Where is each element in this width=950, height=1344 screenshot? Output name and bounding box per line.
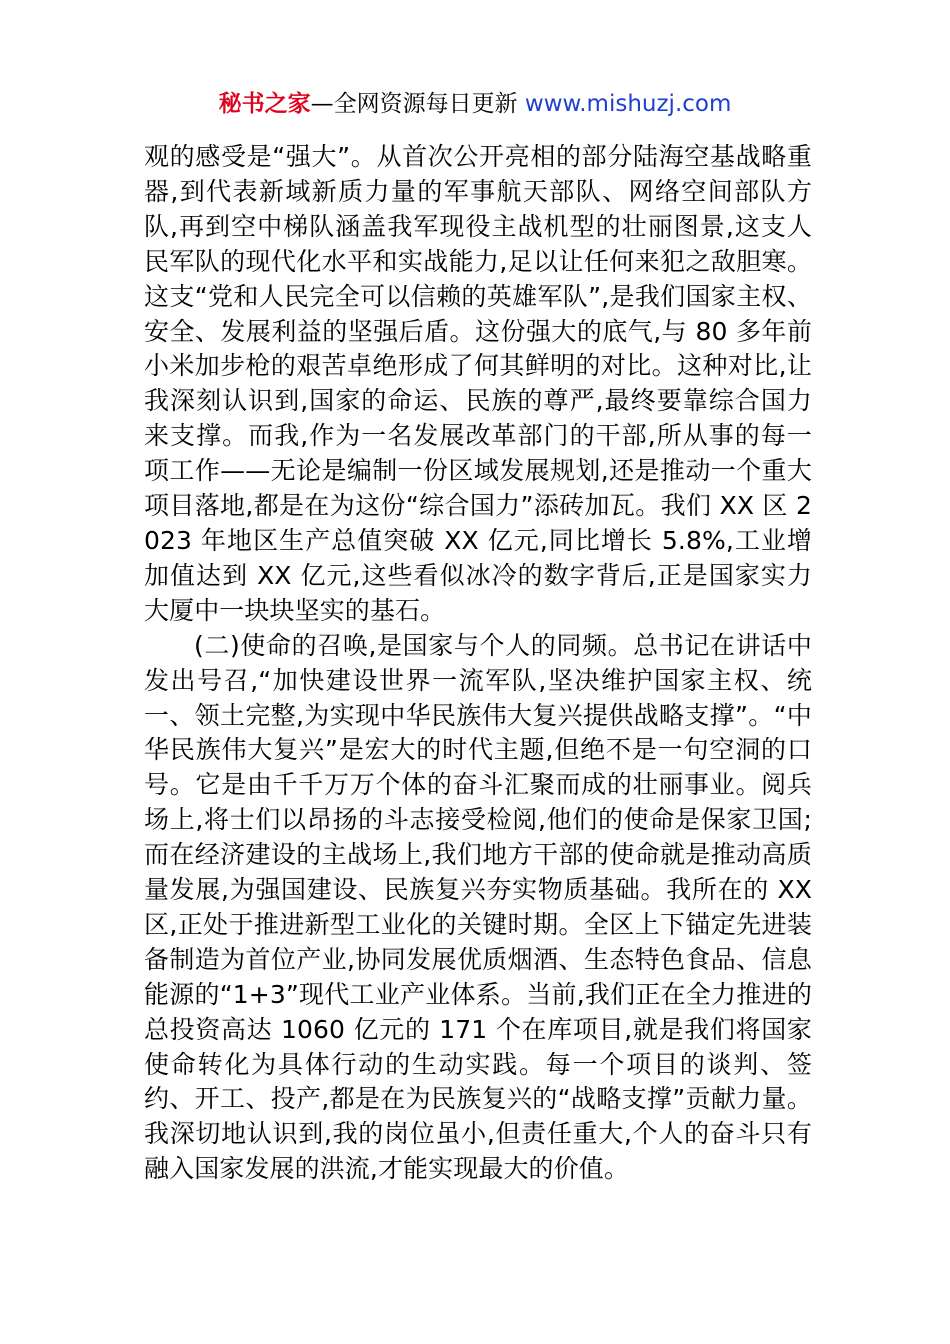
site-brand: 秘书之家 (218, 91, 311, 117)
paragraph-1: 观的感受是“强大”。从首次公开亮相的部分陆海空基战略重器,到代表新域新质力量的军事航天部队、网络空间部队方队,再到空中梯队涵盖我军现役主战机型的壮丽图景,这支人民军队的现代化水平和实战能力,足以让任何来犯之敌胆寒。这支“党和人民完全可以信赖的英雄军队”,是我们国家主权、安全、发展利益的坚强后盾。这份强大的底气,与 80 多年前小米加步枪的艰苦卓绝形成了何其鲜明的对比。这种对比,让我深刻认识到,国家的命运、民族的尊严,最终要靠综合国力来支撑。而我,作为一名发展改革部门的干部,所从事的每一项工作——无论是编制一份区域发展规划,还是推动一个重大项目落地,都是在为这份“综合国力”添砖加瓦。我们 XX 区 2023 年地区生产总值突破 XX 亿元,同比增长 5.8%,工业增加值达到 XX 亿元,这些看似冰冷的数字背后,正是国家实力大厦中一块块坚实的基石。 (144, 142, 812, 625)
site-header (0, 88, 950, 120)
paragraph-2: (二)使命的召唤,是国家与个人的同频。总书记在讲话中发出号召,“加快建设世界一流军队,坚决维护国家主权、统一、领土完整,为实现中华民族伟大复兴提供战略支撑”。“中华民族伟大复兴”是宏大的时代主题,但绝不是一句空洞的口号。它是由千千万万个体的奋斗汇聚而成的壮丽事业。阅兵场上,将士们以昂扬的斗志接受检阅,他们的使命是保家卫国;而在经济建设的主战场上,我们地方干部的使命就是推动高质量发展,为强国建设、民族复兴夯实物质基础。我所在的 XX 区,正处于推进新型工业化的关键时期。全区上下锚定先进装备制造为首位产业,协同发展优质烟酒、生态特色食品、信息能源的“1+3”现代工业产业体系。当前,我们正在全力推进的总投资高达 1060 亿元的 171 个在库项目,就是我们将国家使命转化为具体行动的生动实践。每一个项目的谈判、签约、开工、投产,都是在为民族复兴的“战略支撑”贡献力量。我深切地认识到,我的岗位虽小,但责任重大,个人的奋斗只有融入国家发展的洪流,才能实现最大的价值。 (144, 630, 812, 1184)
site-tagline: —全网资源每日更新 (310, 91, 525, 117)
document-body (144, 140, 812, 1187)
site-url-link[interactable]: www.mishuzj.com (524, 91, 732, 117)
